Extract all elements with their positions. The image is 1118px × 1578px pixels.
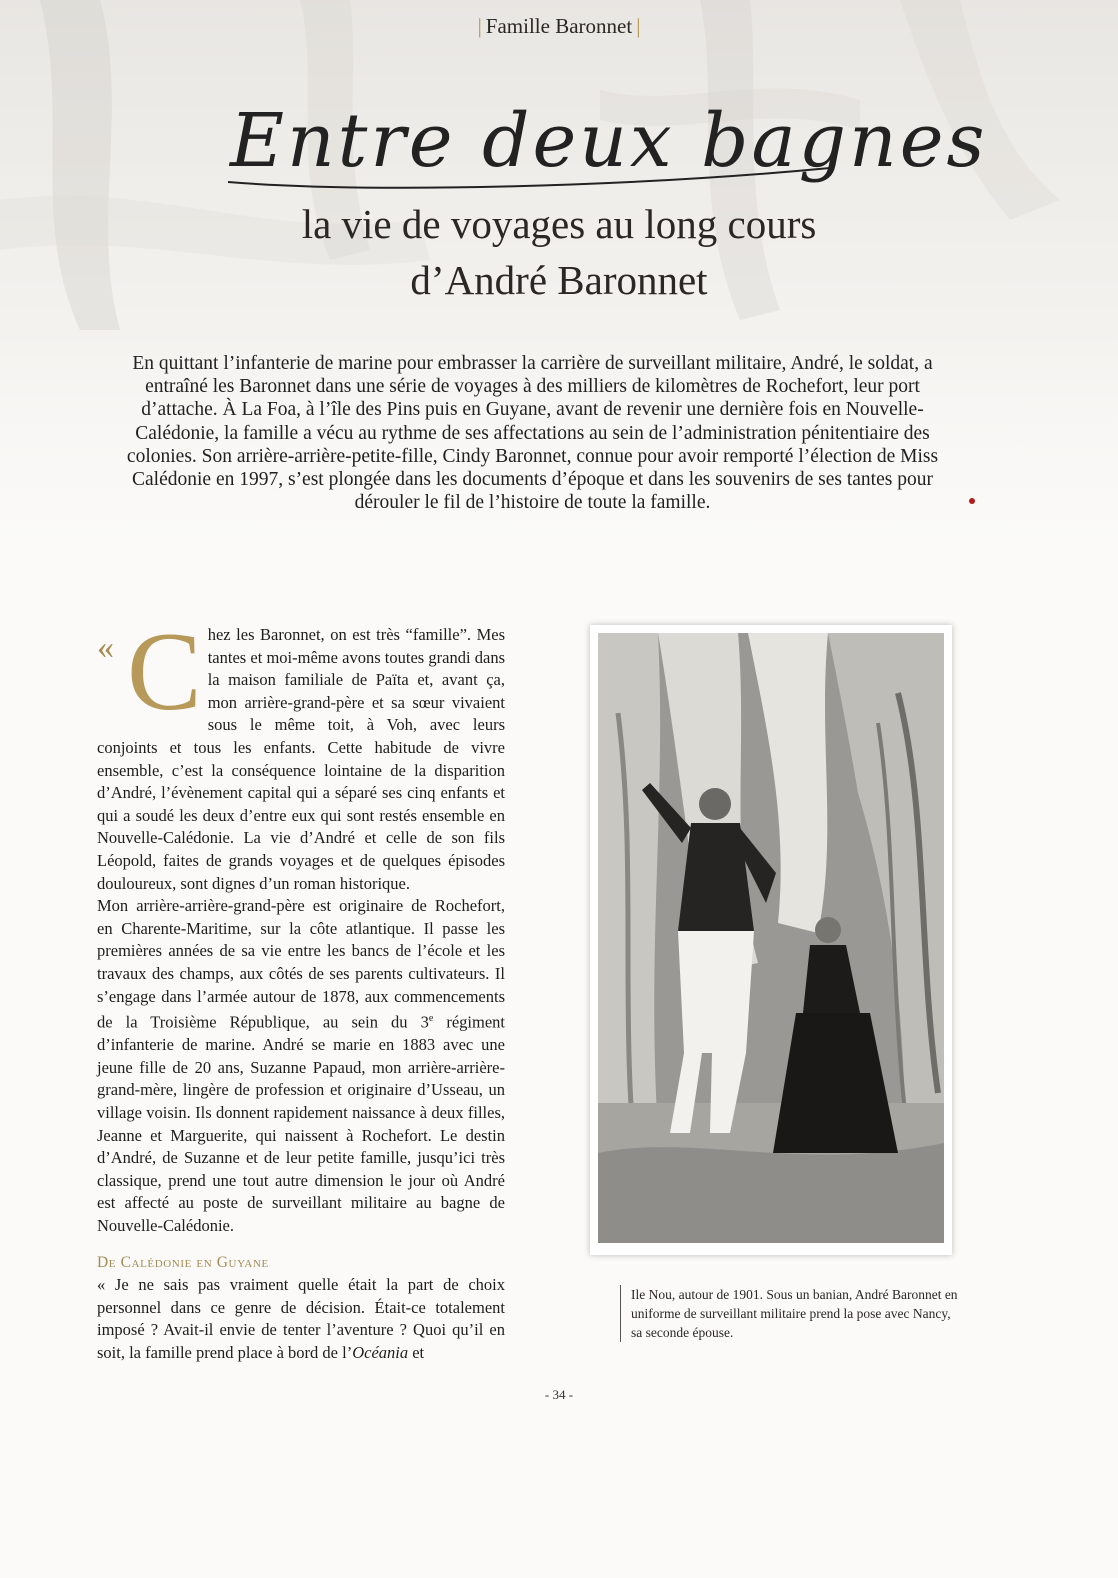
article-p2-text-a: Mon arrière-arrière-grand-père est originaire de Rochefort, en Charente-Maritime, sur la côte atlantique. Il passe les premières années de sa vie entre les bancs de l’école et les travaux des champs, aux côtés de ses parents cultivateurs. Il s’engage dans l’armée autour de 1878, aux commencements de la Troisième République, au sein du 3 — [97, 896, 505, 1032]
article-p2-text-b: régiment d’infanterie de marine. André se marie en 1883 avec une jeune fille de 20 ans, Suzanne Papaud, mon arrière-arrière-grand-mère, lingère de profession et originaire d’Usseau, un village voisin. Ils donnent rapidement naissance à deux filles, Jeanne et Marguerite, qui naissent à Rochefort. Le destin d’André, de Suzanne et de leur petite famille, jusqu’ici très classique, prend une tout autre dimension le jour où André est affecté au poste de surveillant militaire au bagne de Nouvelle-Calédonie. — [97, 1012, 505, 1235]
article-p3-text-a: « Je ne sais pas vraiment quelle était la part de choix personnel dans ce genre de décision. Était-ce totalement imposé ? Avait-il envie de tenter l’aventure ? Quoi qu’il en soit, la famille prend place à bord de l’ — [97, 1275, 505, 1362]
page-number: - 34 - — [544, 1387, 574, 1402]
photo-frame — [590, 625, 952, 1255]
section-bar-left: | — [477, 14, 482, 38]
article-column — [97, 610, 505, 1365]
article-lead-text: hez les Baronnet, on est très “famille”. Mes tantes et moi-même avons toutes grandi dans la maison familiale de Païta et, avant ça, mon arrière-grand-père et sa sœur vivaient sous le même toit, à Voh, avec leurs conjoints et tous les enfants. Cette habitude de vivre ensemble, c’est la conséquence lointaine de la disparition d’André, l’évènement capital qui a séparé ses cinq enfants et qui a soudé les deux d’entre eux qui sont restés ensemble en Nouvelle-Calédonie. La vie d’André et celle de son fils Léopold, faites de grands voyages et de quelques épisodes douloureux, sont dignes d’un roman historique. — [97, 625, 505, 893]
photo-caption: Ile Nou, autour de 1901. Sous un banian, André Baronnet en uniforme de surveillant militaire prend la pose avec Nancy, sa seconde épouse. — [620, 1285, 961, 1342]
intro-paragraph: En quittant l’infanterie de marine pour embrasser la carrière de surveillant militaire, André, le soldat, a entraîné les Baronnet dans une série de voyages à des milliers de kilomètres de Rochefort, leur port d’attache. À La Foa, à l’île des Pins puis en Guyane, avant de revenir une dernière fois en Nouvelle-Calédonie, la famille a vécu au rythme de ses affectations au sein de l’administration pénitentiaire des colonies. Son arrière-arrière-petite-fille, Cindy Baronnet, connue pour avoir remporté l’élection de Miss Calédonie en 1997, s’est plongée dans les documents d’époque et dans les souvenirs de ses tantes pour dérouler le fil de l’histoire de toute la famille. — [126, 353, 939, 514]
article-p3-text-b: et — [408, 1342, 425, 1362]
article-paragraph-2 — [97, 895, 505, 1237]
script-title — [220, 82, 988, 202]
script-title-text: Entre deux bagnes — [230, 98, 988, 184]
drop-cap: C — [127, 610, 202, 734]
ship-name: Océania — [352, 1342, 409, 1362]
section-heading: De Calédonie en Guyane — [97, 1253, 269, 1271]
ordinal-superscript: e — [428, 1013, 434, 1025]
article-paragraph-3 — [97, 1274, 505, 1364]
subtitle — [0, 196, 1118, 308]
section-bar-right: | — [636, 14, 641, 38]
article-paragraph-1 — [97, 610, 505, 895]
opening-guillemet: « — [97, 629, 114, 666]
decorative-dot — [969, 498, 975, 504]
section-label-text: Famille Baronnet — [485, 14, 633, 38]
subtitle-line-1: la vie de voyages au long cours — [301, 201, 817, 247]
subtitle-line-2: d’André Baronnet — [410, 257, 708, 303]
historical-photo — [598, 633, 944, 1243]
section-label — [0, 14, 1118, 39]
